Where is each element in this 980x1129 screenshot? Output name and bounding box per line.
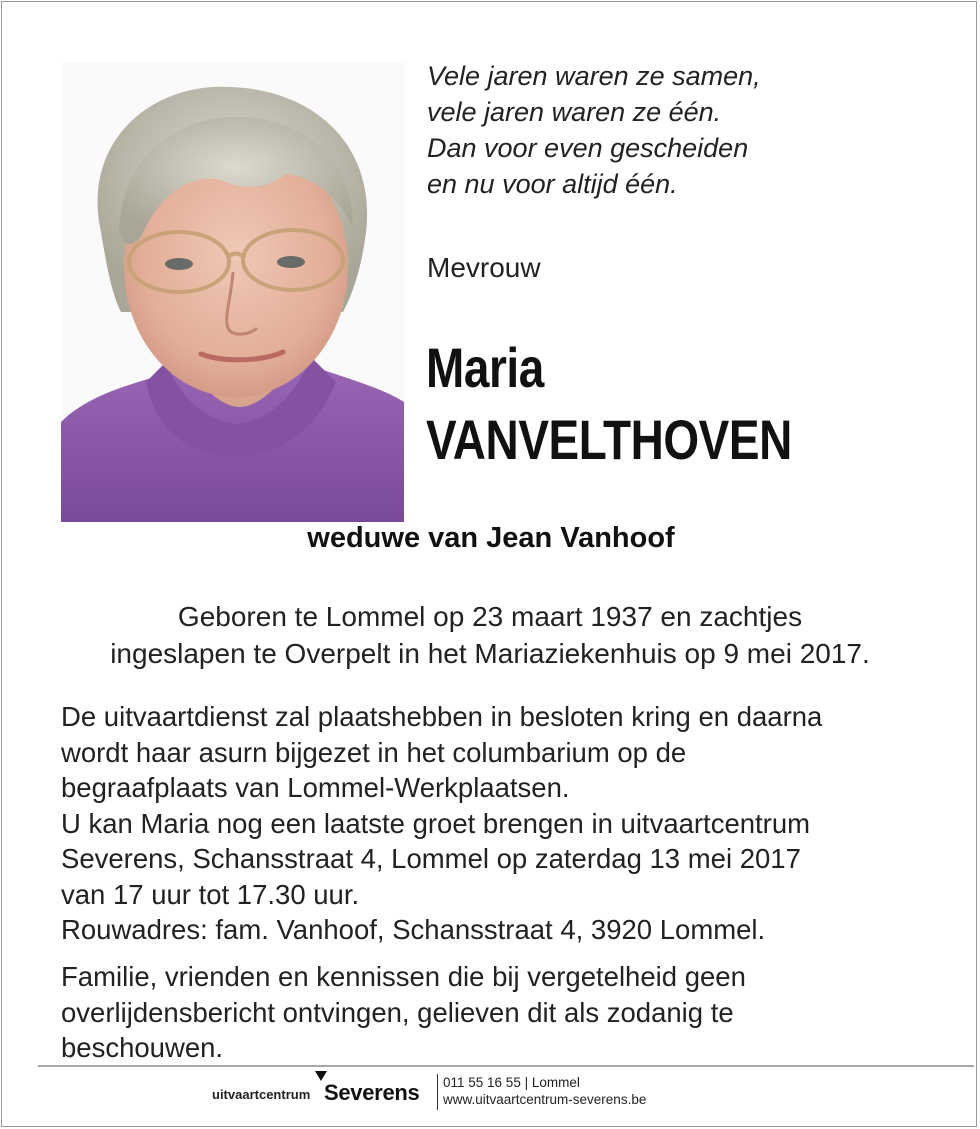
portrait-illustration [61,62,404,522]
obituary-card [1,1,977,1127]
arrangements-line: wordt haar asurn bijgezet in het columbarium op de [61,736,687,768]
arrangements-line: van 17 uur tot 17.30 uur. [61,878,360,910]
notice-line: overlijdensbericht ontvingen, gelieven dit als zodanig te [61,996,734,1028]
footer-website[interactable]: www.uitvaartcentrum-severens.be [443,1092,647,1107]
arrangements-line: U kan Maria nog een laatste groet brengen in uitvaartcentrum [61,807,811,839]
arrangements-text [61,699,822,948]
footer-brand: Severens [324,1080,420,1105]
deceased-name [426,332,792,476]
birth-death-text [2,598,978,672]
poem-line: vele jaren waren ze één. [427,97,722,127]
birth-death-line: Geboren te Lommel op 23 maart 1937 en zachtjes [177,601,803,632]
notice-text [61,959,746,1066]
relation-line: weduwe van Jean Vanhoof [307,522,675,554]
funeral-home-footer [212,1070,772,1114]
footer-phone-line: 011 55 16 55 | Lommel [443,1075,580,1090]
poem-line: Vele jaren waren ze samen, [427,61,761,91]
footer-separator [437,1074,438,1110]
notice-line: beschouwen. [61,1032,224,1063]
notice-line: Familie, vrienden en kennissen die bij vergetelheid geen [61,961,746,992]
poem [427,58,761,202]
footer-prefix: uitvaartcentrum [212,1087,311,1102]
arrangements-line: De uitvaartdienst zal plaatshebben in besloten kring en daarna [61,701,823,732]
footer-divider [38,1065,974,1067]
arrangements-line: begraafplaats van Lommel-Werkplaatsen. [61,772,570,803]
portrait-photo [61,62,404,522]
salutation: Mevrouw [427,252,541,283]
arrangements-line: Rouwadres: fam. Vanhoof, Schansstraat 4, 3920 Lommel. [61,914,766,945]
poem-line: en nu voor altijd één. [427,169,678,199]
arrangements-line: Severens, Schansstraat 4, Lommel op zaterdag 13 mei 2017 [61,843,801,874]
first-name: Maria [426,336,544,399]
birth-death-line: ingeslapen te Overpelt in het Mariaziekenhuis op 9 mei 2017. [110,638,870,669]
footer-contact [443,1074,646,1108]
poem-line: Dan voor even gescheiden [427,133,749,163]
last-name: VANVELTHOVEN [426,408,792,471]
